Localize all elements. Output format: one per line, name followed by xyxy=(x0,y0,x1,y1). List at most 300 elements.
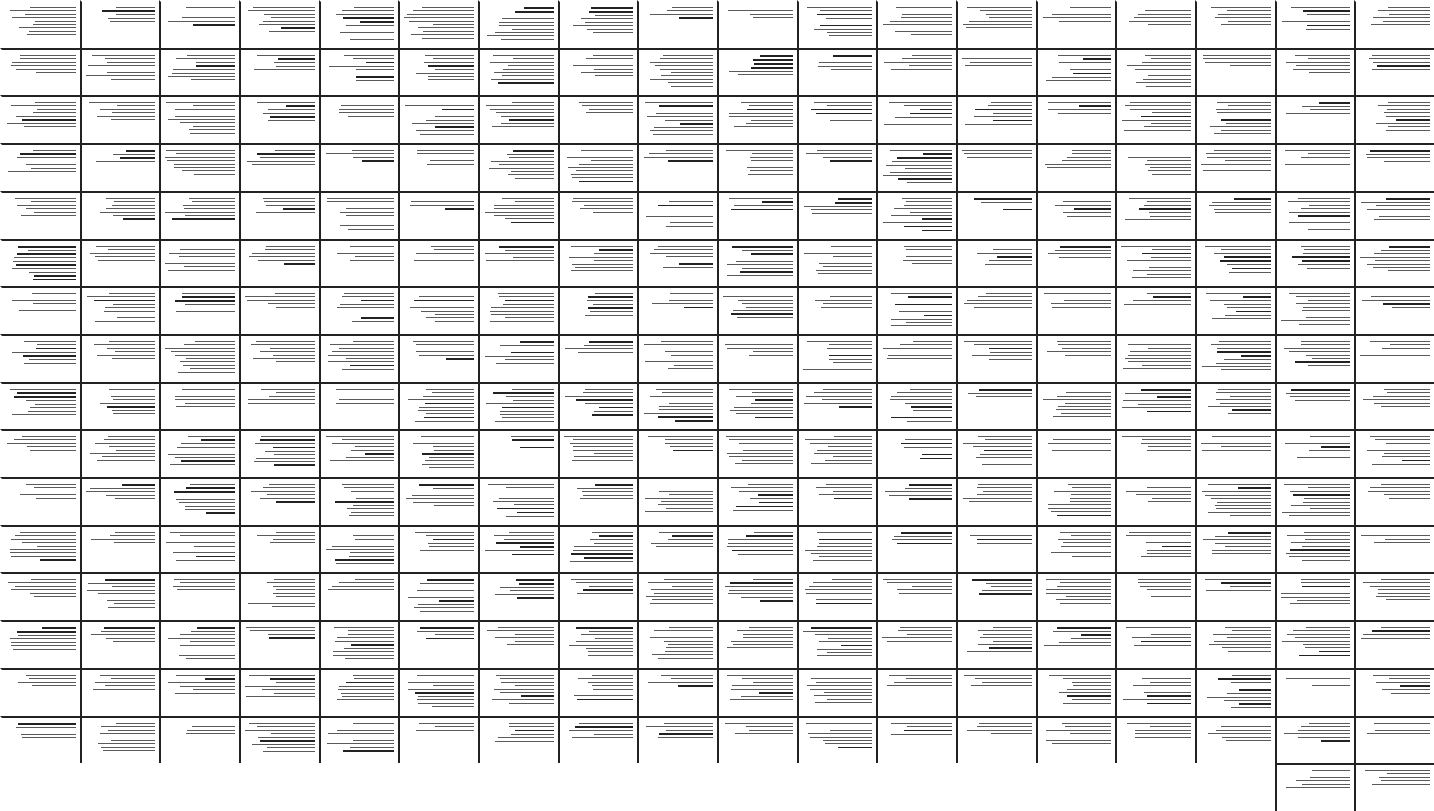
page-thumbnail[interactable] xyxy=(1275,143,1354,191)
page-thumbnail[interactable] xyxy=(1115,716,1195,763)
page-thumbnail[interactable] xyxy=(876,48,956,95)
page-thumbnail[interactable] xyxy=(1195,95,1275,143)
text-line xyxy=(28,250,76,251)
page-thumbnail[interactable] xyxy=(1195,668,1275,716)
page-thumbnail[interactable] xyxy=(876,716,956,763)
page-thumbnail[interactable] xyxy=(876,477,956,525)
page-thumbnail[interactable] xyxy=(478,716,558,763)
page-thumbnail[interactable] xyxy=(1036,239,1115,286)
page-thumbnail[interactable] xyxy=(159,716,239,763)
page-thumbnail[interactable] xyxy=(398,429,478,477)
page-thumbnail[interactable] xyxy=(797,191,876,239)
page-thumbnail[interactable] xyxy=(876,286,956,334)
page-thumbnail[interactable] xyxy=(1115,48,1195,95)
page-thumbnail[interactable] xyxy=(319,0,398,48)
page-thumbnail[interactable] xyxy=(1354,668,1434,716)
page-thumbnail[interactable] xyxy=(239,620,319,668)
text-line xyxy=(414,607,474,608)
page-thumbnail[interactable] xyxy=(1115,429,1195,477)
page-thumbnail[interactable] xyxy=(876,191,956,239)
page-thumbnail[interactable] xyxy=(159,0,239,48)
page-thumbnail[interactable] xyxy=(478,668,558,716)
text-line xyxy=(819,556,872,557)
page-thumbnail[interactable] xyxy=(80,0,159,48)
page-thumbnail[interactable] xyxy=(637,334,717,382)
page-thumbnail[interactable] xyxy=(1195,286,1275,334)
page-thumbnail[interactable] xyxy=(1195,334,1275,382)
page-thumbnail[interactable] xyxy=(1275,0,1354,48)
page-thumbnail[interactable] xyxy=(0,334,80,382)
page-thumbnail[interactable] xyxy=(319,239,398,286)
page-thumbnail[interactable] xyxy=(1275,48,1354,95)
page-thumbnail[interactable] xyxy=(1275,239,1354,286)
page-thumbnail[interactable] xyxy=(478,334,558,382)
page-thumbnail[interactable] xyxy=(478,48,558,95)
page-thumbnail[interactable] xyxy=(797,620,876,668)
page-thumbnail[interactable] xyxy=(0,143,80,191)
page-thumbnail[interactable] xyxy=(717,429,797,477)
page-thumbnail[interactable] xyxy=(1036,716,1115,763)
page-thumbnail[interactable] xyxy=(1036,48,1115,95)
page-thumbnail[interactable] xyxy=(1354,716,1434,763)
page-thumbnail[interactable] xyxy=(1115,525,1195,572)
page-thumbnail[interactable] xyxy=(80,48,159,95)
page-thumbnail[interactable] xyxy=(1275,334,1354,382)
page-thumbnail[interactable] xyxy=(637,429,717,477)
page-thumbnail[interactable] xyxy=(558,143,637,191)
page-thumbnail[interactable] xyxy=(398,716,478,763)
page-thumbnail[interactable] xyxy=(80,239,159,286)
page-thumbnail[interactable] xyxy=(956,286,1036,334)
page-thumbnail[interactable] xyxy=(1195,525,1275,572)
page-thumbnail[interactable] xyxy=(717,668,797,716)
page-thumbnail[interactable] xyxy=(239,525,319,572)
page-thumbnail[interactable] xyxy=(956,48,1036,95)
page-thumbnail[interactable] xyxy=(319,143,398,191)
page-thumbnail[interactable] xyxy=(1354,429,1434,477)
page-thumbnail[interactable] xyxy=(0,0,80,48)
page-thumbnail[interactable] xyxy=(80,143,159,191)
page-thumbnail[interactable] xyxy=(797,0,876,48)
page-thumbnail[interactable] xyxy=(558,191,637,239)
text-line xyxy=(887,685,952,686)
page-thumbnail[interactable] xyxy=(1115,668,1195,716)
page-thumbnail[interactable] xyxy=(956,525,1036,572)
page-thumbnail[interactable] xyxy=(319,525,398,572)
page-thumbnail[interactable] xyxy=(398,382,478,429)
page-thumbnail[interactable] xyxy=(1354,477,1434,525)
page-thumbnail[interactable] xyxy=(478,0,558,48)
page-thumbnail[interactable] xyxy=(1195,716,1275,763)
page-thumbnail[interactable] xyxy=(956,191,1036,239)
page-thumbnail[interactable] xyxy=(1275,763,1354,811)
page-thumbnail[interactable] xyxy=(717,0,797,48)
page-thumbnail[interactable] xyxy=(1275,620,1354,668)
page-thumbnail[interactable] xyxy=(1115,0,1195,48)
page-thumbnail[interactable] xyxy=(478,429,558,477)
page-thumbnail[interactable] xyxy=(478,143,558,191)
page-thumbnail[interactable] xyxy=(797,572,876,620)
page-thumbnail[interactable] xyxy=(558,620,637,668)
page-thumbnail[interactable] xyxy=(797,334,876,382)
page-thumbnail[interactable] xyxy=(1354,191,1434,239)
page-thumbnail[interactable] xyxy=(1115,382,1195,429)
page-thumbnail[interactable] xyxy=(398,620,478,668)
page-thumbnail[interactable] xyxy=(717,477,797,525)
page-thumbnail[interactable] xyxy=(558,668,637,716)
page-thumbnail[interactable] xyxy=(159,429,239,477)
page-thumbnail[interactable] xyxy=(637,716,717,763)
page-thumbnail[interactable] xyxy=(1354,239,1434,286)
page-thumbnail[interactable] xyxy=(558,0,637,48)
page-thumbnail[interactable] xyxy=(0,95,80,143)
page-thumbnail[interactable] xyxy=(717,572,797,620)
page-thumbnail[interactable] xyxy=(239,191,319,239)
page-thumbnail[interactable] xyxy=(876,95,956,143)
page-thumbnail[interactable] xyxy=(80,572,159,620)
page-thumbnail[interactable] xyxy=(956,334,1036,382)
page-thumbnail[interactable] xyxy=(1195,239,1275,286)
text-line xyxy=(1376,596,1430,597)
page-thumbnail[interactable] xyxy=(1275,668,1354,716)
page-thumbnail[interactable] xyxy=(398,239,478,286)
page-thumbnail[interactable] xyxy=(717,620,797,668)
page-thumbnail[interactable] xyxy=(558,572,637,620)
page-thumbnail[interactable] xyxy=(1354,572,1434,620)
page-thumbnail[interactable] xyxy=(637,286,717,334)
page-thumbnail[interactable] xyxy=(717,716,797,763)
page-thumbnail[interactable] xyxy=(159,95,239,143)
page-thumbnail[interactable] xyxy=(1115,334,1195,382)
page-thumbnail[interactable] xyxy=(1195,477,1275,525)
page-thumbnail[interactable] xyxy=(876,668,956,716)
page-thumbnail[interactable] xyxy=(797,477,876,525)
page-thumbnail[interactable] xyxy=(1036,572,1115,620)
page-thumbnail[interactable] xyxy=(717,334,797,382)
page-thumbnail[interactable] xyxy=(1354,382,1434,429)
page-thumbnail[interactable] xyxy=(1354,48,1434,95)
page-thumbnail[interactable] xyxy=(478,286,558,334)
page-thumbnail[interactable] xyxy=(319,668,398,716)
page-thumbnail[interactable] xyxy=(1115,477,1195,525)
page-thumbnail[interactable] xyxy=(0,525,80,572)
page-thumbnail[interactable] xyxy=(1195,0,1275,48)
page-thumbnail[interactable] xyxy=(1115,239,1195,286)
page-thumbnail[interactable] xyxy=(1354,143,1434,191)
page-thumbnail[interactable] xyxy=(1195,620,1275,668)
page-thumbnail[interactable] xyxy=(797,48,876,95)
page-thumbnail[interactable] xyxy=(637,382,717,429)
page-thumbnail[interactable] xyxy=(797,668,876,716)
page-thumbnail[interactable] xyxy=(1354,0,1434,48)
page-thumbnail[interactable] xyxy=(478,382,558,429)
page-thumbnail[interactable] xyxy=(797,143,876,191)
page-thumbnail[interactable] xyxy=(717,143,797,191)
page-thumbnail[interactable] xyxy=(0,668,80,716)
page-thumbnail[interactable] xyxy=(717,191,797,239)
page-thumbnail[interactable] xyxy=(637,525,717,572)
page-thumbnail[interactable] xyxy=(717,48,797,95)
page-thumbnail[interactable] xyxy=(0,572,80,620)
page-thumbnail[interactable] xyxy=(637,668,717,716)
page-thumbnail[interactable] xyxy=(239,572,319,620)
page-thumbnail[interactable] xyxy=(637,95,717,143)
page-thumbnail[interactable] xyxy=(1115,620,1195,668)
page-thumbnail[interactable] xyxy=(558,429,637,477)
page-thumbnail[interactable] xyxy=(239,477,319,525)
page-thumbnail[interactable] xyxy=(398,477,478,525)
page-thumbnail[interactable] xyxy=(239,95,319,143)
page-thumbnail[interactable] xyxy=(637,572,717,620)
text-line xyxy=(1046,730,1111,731)
page-thumbnail[interactable] xyxy=(80,95,159,143)
page-thumbnail[interactable] xyxy=(80,286,159,334)
page-thumbnail[interactable] xyxy=(876,143,956,191)
page-thumbnail[interactable] xyxy=(717,525,797,572)
page-thumbnail[interactable] xyxy=(1115,286,1195,334)
page-thumbnail[interactable] xyxy=(558,525,637,572)
page-thumbnail[interactable] xyxy=(319,382,398,429)
page-thumbnail[interactable] xyxy=(1275,382,1354,429)
page-thumbnail[interactable] xyxy=(478,95,558,143)
page-thumbnail[interactable] xyxy=(1275,286,1354,334)
page-thumbnail[interactable] xyxy=(1275,95,1354,143)
page-thumbnail[interactable] xyxy=(478,239,558,286)
page-thumbnail[interactable] xyxy=(1354,525,1434,572)
text-line xyxy=(14,257,76,258)
page-thumbnail[interactable] xyxy=(797,716,876,763)
page-thumbnail[interactable] xyxy=(876,334,956,382)
page-thumbnail[interactable] xyxy=(239,716,319,763)
page-thumbnail[interactable] xyxy=(0,716,80,763)
page-thumbnail[interactable] xyxy=(1354,620,1434,668)
page-thumbnail[interactable] xyxy=(637,239,717,286)
page-thumbnail[interactable] xyxy=(637,143,717,191)
page-thumbnail[interactable] xyxy=(398,286,478,334)
page-thumbnail[interactable] xyxy=(1275,525,1354,572)
page-thumbnail[interactable] xyxy=(0,286,80,334)
page-thumbnail[interactable] xyxy=(478,572,558,620)
page-thumbnail[interactable] xyxy=(0,620,80,668)
page-thumbnail[interactable] xyxy=(239,382,319,429)
page-thumbnail[interactable] xyxy=(876,0,956,48)
page-thumbnail[interactable] xyxy=(956,382,1036,429)
page-thumbnail[interactable] xyxy=(1195,382,1275,429)
page-thumbnail[interactable] xyxy=(558,334,637,382)
page-thumbnail[interactable] xyxy=(398,572,478,620)
page-thumbnail[interactable] xyxy=(1036,334,1115,382)
page-thumbnail[interactable] xyxy=(0,239,80,286)
page-thumbnail[interactable] xyxy=(0,382,80,429)
page-thumbnail[interactable] xyxy=(159,525,239,572)
page-thumbnail[interactable] xyxy=(956,429,1036,477)
page-thumbnail[interactable] xyxy=(80,668,159,716)
page-thumbnail[interactable] xyxy=(478,525,558,572)
page-thumbnail[interactable] xyxy=(319,334,398,382)
page-thumbnail[interactable] xyxy=(159,382,239,429)
text-line xyxy=(1070,69,1111,70)
page-thumbnail[interactable] xyxy=(319,620,398,668)
text-line xyxy=(648,582,713,583)
page-thumbnail[interactable] xyxy=(1195,48,1275,95)
page-thumbnail[interactable] xyxy=(876,239,956,286)
page-thumbnail[interactable] xyxy=(1036,620,1115,668)
page-thumbnail[interactable] xyxy=(1036,382,1115,429)
page-thumbnail[interactable] xyxy=(1036,525,1115,572)
page-thumbnail[interactable] xyxy=(478,620,558,668)
page-thumbnail[interactable] xyxy=(239,48,319,95)
page-thumbnail[interactable] xyxy=(319,716,398,763)
page-thumbnail[interactable] xyxy=(398,48,478,95)
page-thumbnail[interactable] xyxy=(558,95,637,143)
page-thumbnail[interactable] xyxy=(0,48,80,95)
page-thumbnail[interactable] xyxy=(80,429,159,477)
page-thumbnail[interactable] xyxy=(558,716,637,763)
page-thumbnail[interactable] xyxy=(1195,572,1275,620)
page-thumbnail[interactable] xyxy=(797,286,876,334)
page-thumbnail[interactable] xyxy=(80,334,159,382)
page-thumbnail[interactable] xyxy=(956,143,1036,191)
page-thumbnail[interactable] xyxy=(159,191,239,239)
page-thumbnail[interactable] xyxy=(80,620,159,668)
page-thumbnail[interactable] xyxy=(398,668,478,716)
page-thumbnail[interactable] xyxy=(0,429,80,477)
page-thumbnail[interactable] xyxy=(80,716,159,763)
page-thumbnail[interactable] xyxy=(876,620,956,668)
page-thumbnail[interactable] xyxy=(1115,95,1195,143)
page-thumbnail[interactable] xyxy=(797,239,876,286)
page-thumbnail[interactable] xyxy=(558,382,637,429)
page-thumbnail[interactable] xyxy=(239,668,319,716)
page-thumbnail[interactable] xyxy=(1036,286,1115,334)
page-thumbnail[interactable] xyxy=(1036,95,1115,143)
page-thumbnail[interactable] xyxy=(159,668,239,716)
page-thumbnail[interactable] xyxy=(398,191,478,239)
page-thumbnail[interactable] xyxy=(876,572,956,620)
page-thumbnail[interactable] xyxy=(159,572,239,620)
page-thumbnail[interactable] xyxy=(1354,763,1434,811)
page-thumbnail[interactable] xyxy=(159,620,239,668)
page-thumbnail[interactable] xyxy=(319,48,398,95)
page-thumbnail[interactable] xyxy=(876,382,956,429)
page-thumbnail[interactable] xyxy=(239,429,319,477)
page-thumbnail[interactable] xyxy=(637,0,717,48)
page-thumbnail[interactable] xyxy=(637,477,717,525)
page-thumbnail[interactable] xyxy=(239,239,319,286)
page-thumbnail[interactable] xyxy=(717,95,797,143)
page-text-lines xyxy=(1281,198,1350,233)
page-thumbnail[interactable] xyxy=(239,286,319,334)
page-thumbnail[interactable] xyxy=(1036,668,1115,716)
page-thumbnail[interactable] xyxy=(239,0,319,48)
page-thumbnail[interactable] xyxy=(956,620,1036,668)
page-thumbnail[interactable] xyxy=(80,191,159,239)
page-thumbnail[interactable] xyxy=(1275,572,1354,620)
page-thumbnail[interactable] xyxy=(956,477,1036,525)
page-thumbnail[interactable] xyxy=(1036,191,1115,239)
page-thumbnail[interactable] xyxy=(797,95,876,143)
page-thumbnail[interactable] xyxy=(558,477,637,525)
page-thumbnail[interactable] xyxy=(1115,191,1195,239)
page-thumbnail[interactable] xyxy=(159,334,239,382)
page-thumbnail[interactable] xyxy=(80,477,159,525)
page-thumbnail[interactable] xyxy=(159,48,239,95)
page-thumbnail[interactable] xyxy=(1275,716,1354,763)
page-thumbnail[interactable] xyxy=(717,382,797,429)
page-thumbnail[interactable] xyxy=(398,0,478,48)
page-thumbnail[interactable] xyxy=(876,525,956,572)
page-thumbnail[interactable] xyxy=(159,477,239,525)
page-thumbnail[interactable] xyxy=(319,429,398,477)
page-thumbnail[interactable] xyxy=(1036,477,1115,525)
page-thumbnail[interactable] xyxy=(398,95,478,143)
page-thumbnail[interactable] xyxy=(1354,95,1434,143)
page-thumbnail[interactable] xyxy=(478,191,558,239)
page-thumbnail[interactable] xyxy=(1354,286,1434,334)
page-thumbnail[interactable] xyxy=(558,48,637,95)
page-thumbnail[interactable] xyxy=(319,477,398,525)
page-thumbnail[interactable] xyxy=(956,0,1036,48)
page-thumbnail[interactable] xyxy=(1195,191,1275,239)
page-thumbnail[interactable] xyxy=(956,572,1036,620)
page-thumbnail[interactable] xyxy=(558,239,637,286)
page-thumbnail[interactable] xyxy=(1354,334,1434,382)
page-thumbnail[interactable] xyxy=(1036,429,1115,477)
page-thumbnail[interactable] xyxy=(319,572,398,620)
page-thumbnail[interactable] xyxy=(637,620,717,668)
page-thumbnail[interactable] xyxy=(717,286,797,334)
page-thumbnail[interactable] xyxy=(956,95,1036,143)
page-thumbnail[interactable] xyxy=(0,477,80,525)
page-thumbnail[interactable] xyxy=(637,191,717,239)
page-thumbnail[interactable] xyxy=(239,334,319,382)
page-thumbnail[interactable] xyxy=(398,143,478,191)
page-thumbnail[interactable] xyxy=(1036,143,1115,191)
page-thumbnail[interactable] xyxy=(80,525,159,572)
page-thumbnail[interactable] xyxy=(80,382,159,429)
page-thumbnail[interactable] xyxy=(319,191,398,239)
page-thumbnail[interactable] xyxy=(956,668,1036,716)
page-thumbnail[interactable] xyxy=(797,525,876,572)
page-thumbnail[interactable] xyxy=(558,286,637,334)
page-thumbnail[interactable] xyxy=(797,429,876,477)
page-thumbnail[interactable] xyxy=(797,382,876,429)
page-thumbnail[interactable] xyxy=(1275,477,1354,525)
page-thumbnail[interactable] xyxy=(1275,429,1354,477)
page-thumbnail[interactable] xyxy=(956,716,1036,763)
page-thumbnail[interactable] xyxy=(398,334,478,382)
page-thumbnail[interactable] xyxy=(398,525,478,572)
page-thumbnail[interactable] xyxy=(1195,429,1275,477)
page-thumbnail[interactable] xyxy=(1275,191,1354,239)
page-thumbnail[interactable] xyxy=(1115,143,1195,191)
page-thumbnail[interactable] xyxy=(159,239,239,286)
page-thumbnail[interactable] xyxy=(159,286,239,334)
page-thumbnail[interactable] xyxy=(0,191,80,239)
page-thumbnail[interactable] xyxy=(159,143,239,191)
page-thumbnail[interactable] xyxy=(1195,143,1275,191)
page-thumbnail[interactable] xyxy=(319,95,398,143)
page-thumbnail[interactable] xyxy=(956,239,1036,286)
page-thumbnail[interactable] xyxy=(637,48,717,95)
page-thumbnail[interactable] xyxy=(478,477,558,525)
page-thumbnail[interactable] xyxy=(319,286,398,334)
page-thumbnail[interactable] xyxy=(1115,572,1195,620)
page-thumbnail[interactable] xyxy=(876,429,956,477)
page-thumbnail[interactable] xyxy=(239,143,319,191)
page-thumbnail[interactable] xyxy=(717,239,797,286)
page-thumbnail[interactable] xyxy=(1036,0,1115,48)
